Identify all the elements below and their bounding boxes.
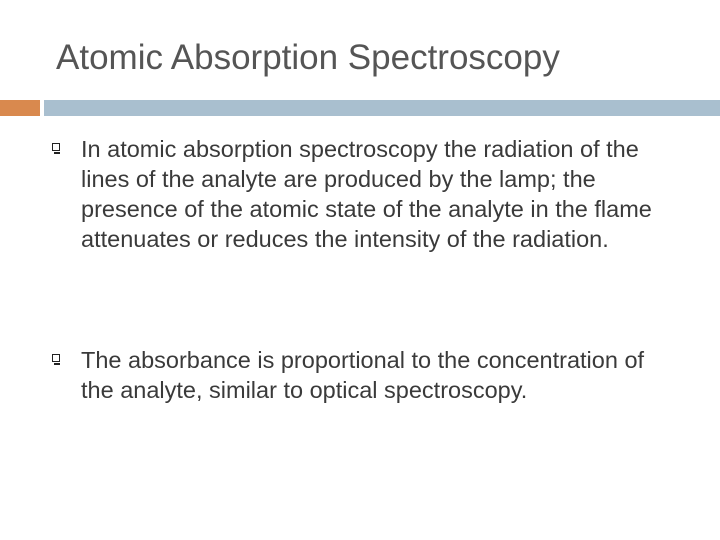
- bullet-text: The absorbance is proportional to the concentration of the analyte, similar to optical spectroscopy.: [81, 347, 645, 403]
- slide-title: Atomic Absorption Spectroscopy: [56, 38, 560, 77]
- bullet-text: In atomic absorption spectroscopy the radiation of the lines of the analyte are produced by the lamp; the presence of the atomic state of the analyte in the flame attenuates or reduces the intensity of the radiation.: [81, 136, 652, 252]
- hollow-square-bullet-icon: [52, 354, 60, 362]
- hollow-square-bullet-icon: [52, 143, 60, 151]
- accent-bar-blue: [44, 100, 720, 116]
- accent-bar-orange: [0, 100, 40, 116]
